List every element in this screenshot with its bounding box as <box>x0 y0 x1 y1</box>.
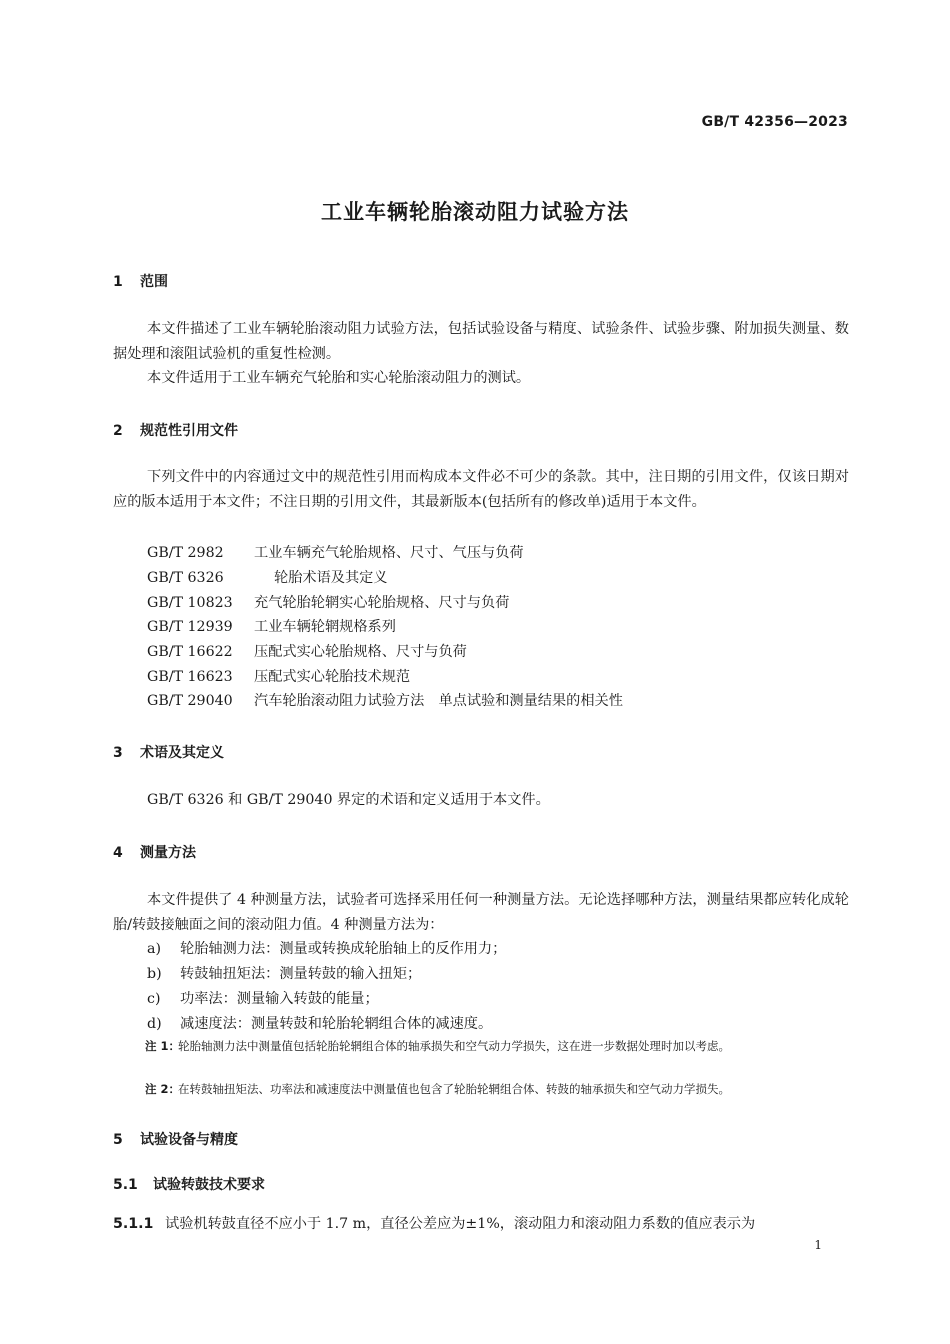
reference-code: GB/T 10823 <box>147 595 233 611</box>
reference-code: GB/T 2982 <box>147 545 224 561</box>
section-number: 4 <box>113 845 123 861</box>
section-title: 试验设备与精度 <box>140 1132 238 1148</box>
note-1 <box>145 1036 851 1057</box>
note-label: 注 2： <box>145 1082 181 1096</box>
list-text: 转鼓轴扭矩法：测量转鼓的输入扭矩； <box>180 966 422 982</box>
clause-text: 试验机转鼓直径不应小于 1.7 m，直径公差应为±1%，滚动阻力和滚动阻力系数的值应表示为 <box>165 1216 756 1232</box>
list-marker: d) <box>147 1016 162 1032</box>
section-3-text: GB/T 6326 和 GB/T 29040 界定的术语和定义适用于本文件。 <box>147 792 550 808</box>
section-4-intro: 本文件提供了 4 种测量方法，试验者可选择采用任何一种测量方法。无论选择哪种方法，测量结果都应转化成轮胎/转鼓接触面之间的滚动阻力值。4 种测量方法为： <box>113 892 849 933</box>
reference-item <box>147 666 410 686</box>
standard-code: GB/T 42356—2023 <box>701 114 848 130</box>
section-title: 范围 <box>140 274 168 290</box>
reference-item <box>147 567 388 587</box>
reference-item <box>147 542 524 562</box>
list-text: 功率法：测量输入转鼓的能量； <box>180 991 379 1007</box>
section-2-intro: 下列文件中的内容通过文中的规范性引用而构成本文件必不可少的条款。其中，注日期的引用文件，仅该日期对应的版本适用于本文件；不注日期的引用文件，其最新版本(包括所有的修改单)适用于本文件。 <box>113 469 849 510</box>
list-item <box>147 1013 492 1033</box>
document-title: 工业车辆轮胎滚动阻力试验方法 <box>321 200 629 224</box>
section-title: 术语及其定义 <box>140 745 224 761</box>
subsection-title: 试验转鼓技术要求 <box>153 1177 265 1193</box>
clause-5-1-1 <box>113 1213 849 1233</box>
reference-title: 压配式实心轮胎规格、尺寸与负荷 <box>254 644 467 660</box>
clause-number: 5.1.1 <box>113 1216 154 1232</box>
section-3-heading <box>113 742 224 762</box>
list-item <box>147 963 421 983</box>
list-marker: c) <box>147 991 161 1007</box>
section-5-heading <box>113 1129 238 1149</box>
section-1-heading <box>113 271 168 291</box>
reference-title: 工业车辆轮辋规格系列 <box>254 619 396 635</box>
reference-code: GB/T 16623 <box>147 669 233 685</box>
section-number: 5 <box>113 1132 123 1148</box>
list-marker: b) <box>147 966 162 982</box>
list-text: 轮胎轴测力法：测量或转换成轮胎轴上的反作用力； <box>180 941 507 957</box>
list-text: 减速度法：测量转鼓和轮胎轮辋组合体的减速度。 <box>180 1016 493 1032</box>
reference-code: GB/T 12939 <box>147 619 233 635</box>
reference-code: GB/T 29040 <box>147 693 233 709</box>
section-1-paragraph-2: 本文件适用于工业车辆充气轮胎和实心轮胎滚动阻力的测试。 <box>147 370 531 386</box>
reference-title: 汽车轮胎滚动阻力试验方法 单点试验和测量结果的相关性 <box>254 693 623 709</box>
section-number: 1 <box>113 274 123 290</box>
reference-item <box>147 690 623 710</box>
note-text: 在转鼓轴扭矩法、功率法和减速度法中测量值也包含了轮胎轮辋组合体、转鼓的轴承损失和空气动力学损失。 <box>178 1082 730 1096</box>
list-marker: a) <box>147 941 161 957</box>
note-text: 轮胎轴测力法中测量值包括轮胎轮辋组合体的轴承损失和空气动力学损失，这在进一步数据处理时加以考虑。 <box>178 1039 730 1053</box>
section-1-paragraph-1: 本文件描述了工业车辆轮胎滚动阻力试验方法，包括试验设备与精度、试验条件、试验步骤、附加损失测量、数据处理和滚阻试验机的重复性检测。 <box>113 321 849 362</box>
section-number: 3 <box>113 745 123 761</box>
reference-item <box>147 641 467 661</box>
page-number: 1 <box>814 1238 822 1252</box>
subsection-5-1-heading <box>113 1174 265 1194</box>
section-2-heading <box>113 420 238 440</box>
reference-title: 轮胎术语及其定义 <box>274 570 388 586</box>
section-title: 测量方法 <box>140 845 196 861</box>
note-2 <box>145 1079 851 1100</box>
reference-item <box>147 616 396 636</box>
list-item <box>147 938 506 958</box>
list-item <box>147 988 379 1008</box>
reference-item <box>147 592 509 612</box>
reference-title: 充气轮胎轮辋实心轮胎规格、尺寸与负荷 <box>254 595 510 611</box>
reference-title: 工业车辆充气轮胎规格、尺寸、气压与负荷 <box>254 545 524 561</box>
section-number: 2 <box>113 423 123 439</box>
reference-code: GB/T 16622 <box>147 644 233 660</box>
subsection-number: 5.1 <box>113 1177 138 1193</box>
note-label: 注 1： <box>145 1039 181 1053</box>
reference-title: 压配式实心轮胎技术规范 <box>254 669 411 685</box>
section-4-heading <box>113 842 196 862</box>
section-title: 规范性引用文件 <box>140 423 238 439</box>
reference-code: GB/T 6326 <box>147 570 224 586</box>
